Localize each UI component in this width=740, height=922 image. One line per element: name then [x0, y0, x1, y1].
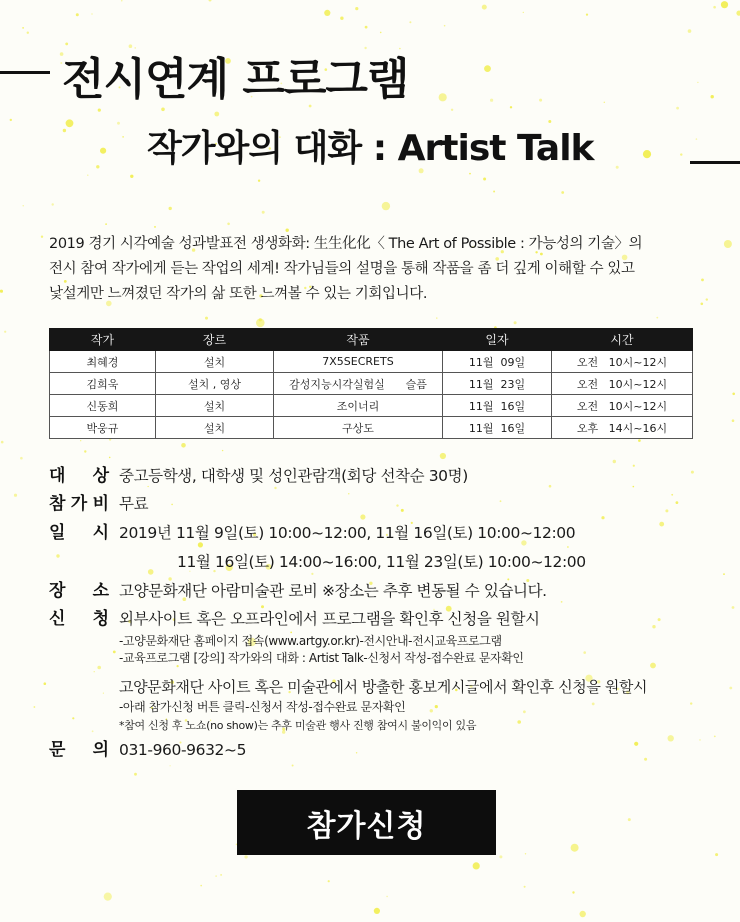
col-header-genre: 장르 — [156, 329, 274, 351]
apply-step-1: -고양문화재단 홈페이지 접속(www.artgy.or.kr)-전시안내-전시교육프로그램 — [119, 634, 502, 648]
cell-genre: 설치 — [156, 417, 274, 439]
cell-genre: 설치 — [156, 395, 274, 417]
schedule-table — [49, 328, 693, 439]
apply-step-2: -교육프로그램 [강의] 작가와의 대화 : Artist Talk-신청서 작성-접수완료 문자확인 — [119, 651, 524, 665]
intro-line: 2019 경기 시각예술 성과발표전 생생화화: 生生化化〈 The Art of Possible : 가능성의 기술〉의 — [49, 236, 643, 252]
col-header-time: 시간 — [552, 329, 693, 351]
cell-artist: 신동희 — [50, 395, 156, 417]
label-place: 장 소 — [49, 581, 109, 601]
table-row — [50, 351, 693, 373]
label-target: 대 상 — [49, 466, 109, 486]
cell-work: 감성지능시각실험실 슬픔 — [274, 373, 443, 395]
intro-line: 낯설게만 느껴졌던 작가의 삶 또한 느껴볼 수 있는 기회입니다. — [49, 286, 428, 302]
table-row — [50, 373, 693, 395]
title-rule-right — [690, 161, 740, 164]
value-apply-2: 고양문화재단 사이트 혹은 미술관에서 방출한 홍보게시글에서 확인후 신청을 원할시 — [119, 678, 648, 696]
table-row — [50, 417, 693, 439]
cell-genre: 설치 — [156, 351, 274, 373]
cell-time: 오전 10시~12시 — [552, 351, 693, 373]
apply-step-3: -아래 참가신청 버튼 클릭-신청서 작성-접수완료 문자확인 — [119, 700, 406, 714]
intro-text — [49, 232, 699, 307]
col-header-date: 일자 — [443, 329, 552, 351]
apply-button[interactable]: 참가신청 — [237, 790, 496, 855]
cell-date: 11월 23일 — [443, 373, 552, 395]
label-apply: 신 청 — [49, 609, 109, 629]
col-header-artist: 작가 — [50, 329, 156, 351]
table-row — [50, 395, 693, 417]
col-header-work: 작품 — [274, 329, 443, 351]
label-contact: 문 의 — [49, 740, 109, 760]
cell-artist: 박웅규 — [50, 417, 156, 439]
cell-work: 7X5SECRETS — [274, 351, 443, 373]
value-date-1: 2019년 11월 9일(토) 10:00~12:00, 11월 16일(토) 10:00~12:00 — [119, 524, 576, 542]
cell-time: 오전 10시~12시 — [552, 395, 693, 417]
value-fee: 무료 — [119, 495, 149, 513]
title-rule-left — [0, 71, 50, 74]
value-contact: 031-960-9632~5 — [119, 741, 247, 759]
value-date-2: 11월 16일(토) 14:00~16:00, 11월 23일(토) 10:00~12:00 — [177, 553, 586, 571]
cell-artist: 김희욱 — [50, 373, 156, 395]
value-target: 중고등학생, 대학생 및 성인관람객(회당 선착순 30명) — [119, 467, 468, 485]
cell-work: 조이너리 — [274, 395, 443, 417]
cell-artist: 최혜경 — [50, 351, 156, 373]
cell-work: 구상도 — [274, 417, 443, 439]
table-header-row — [50, 329, 693, 351]
page-subtitle: 작가와의 대화 : Artist Talk — [147, 128, 594, 169]
cell-date: 11월 16일 — [443, 395, 552, 417]
label-fee: 참 가 비 — [49, 494, 109, 514]
cell-time: 오전 10시~12시 — [552, 373, 693, 395]
cell-date: 11월 16일 — [443, 417, 552, 439]
value-place: 고양문화재단 아람미술관 로비 ※장소는 추후 변동될 수 있습니다. — [119, 582, 547, 600]
label-date: 일 시 — [49, 523, 109, 543]
cell-date: 11월 09일 — [443, 351, 552, 373]
page-title: 전시연계 프로그램 — [62, 54, 409, 105]
apply-note: *참여 신청 후 노쇼(no show)는 추후 미술관 행사 진행 참여시 불이익이 있음 — [119, 719, 477, 732]
cell-time: 오후 14시~16시 — [552, 417, 693, 439]
cell-genre: 설치 , 영상 — [156, 373, 274, 395]
intro-line: 전시 참여 작가에게 듣는 작업의 세계! 작가님들의 설명을 통해 작품을 좀 더 깊게 이해할 수 있고 — [49, 261, 635, 277]
value-apply: 외부사이트 혹은 오프라인에서 프로그램을 확인후 신청을 원할시 — [119, 610, 540, 628]
